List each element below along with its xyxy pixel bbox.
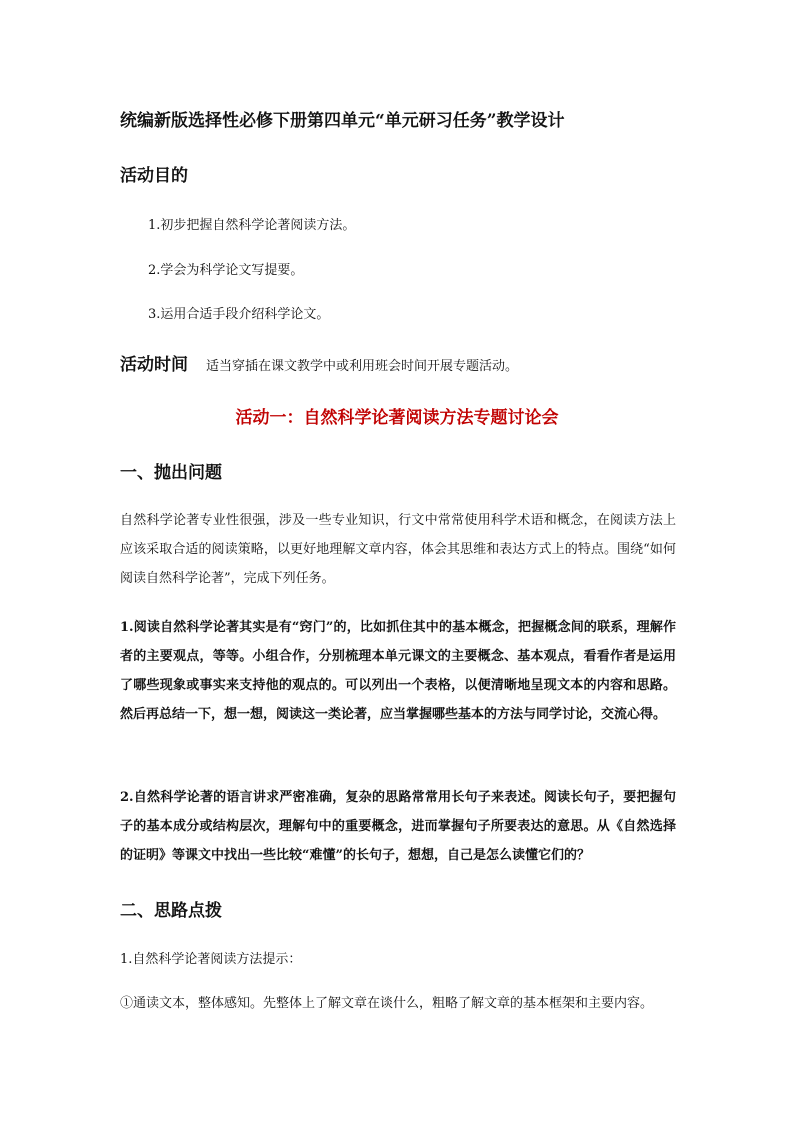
tip-intro: 1.自然科学论著阅读方法提示： [120,952,302,967]
goal-item-2: 2.学会为科学论文写提要。 [148,263,304,278]
task-2-paragraph: 2.自然科学论著的语言讲求严密准确，复杂的思路常常用长句子来表述。阅读长句子，要把握句子的基本成分或结构层次，理解句中的重要概念，进而掌握句子所要表达的意思。从《自然选择的证明》等课文中找出一些比较“难懂”的长句子，想想，自己是怎么读懂它们的？ [120,790,676,863]
tip-item-1: ①通读文本，整体感知。先整体上了解文章在谈什么，粗略了解文章的基本框架和主要内容。 [120,996,654,1011]
goal-item-3: 3.运用合适手段介绍科学论文。 [148,307,330,322]
task-1-paragraph: 1.阅读自然科学论著其实是有“窍门”的，比如抓住其中的基本概念，把握概念间的联系，理解作者的主要观点，等等。小组合作，分别梳理本单元课文的主要概念、基本观点，看看作者是运用了哪些现象或事实来支持他的观点的。可以列出一个表格，以便清晰地呈现文本的内容和思路。然后再总结一下，想一想，阅读这一类论著，应当掌握哪些基本的方法与同学讨论，交流心得。 [120,620,676,722]
section-1-heading: 一、抛出问题 [120,463,222,483]
document-title: 统编新版选择性必修下册第四单元“单元研习任务”教学设计 [120,111,565,131]
time-heading: 活动时间 [120,355,188,375]
goal-heading: 活动目的 [120,166,188,186]
intro-paragraph: 自然科学论著专业性很强，涉及一些专业知识，行文中常常使用科学术语和概念，在阅读方法上应该采取合适的阅读策略，以更好地理解文章内容，体会其思维和表达方式上的特点。围绕“如何阅读自然科学论著”，完成下列任务。 [120,513,676,586]
time-row [120,350,518,375]
goal-item-1: 1.初步把握自然科学论著阅读方法。 [148,218,356,233]
time-text: 适当穿插在课文教学中或利用班会时间开展专题活动。 [206,359,519,374]
section-2-heading: 二、思路点拨 [120,901,222,921]
activity-title: 活动一：自然科学论著阅读方法专题讨论会 [235,408,559,428]
